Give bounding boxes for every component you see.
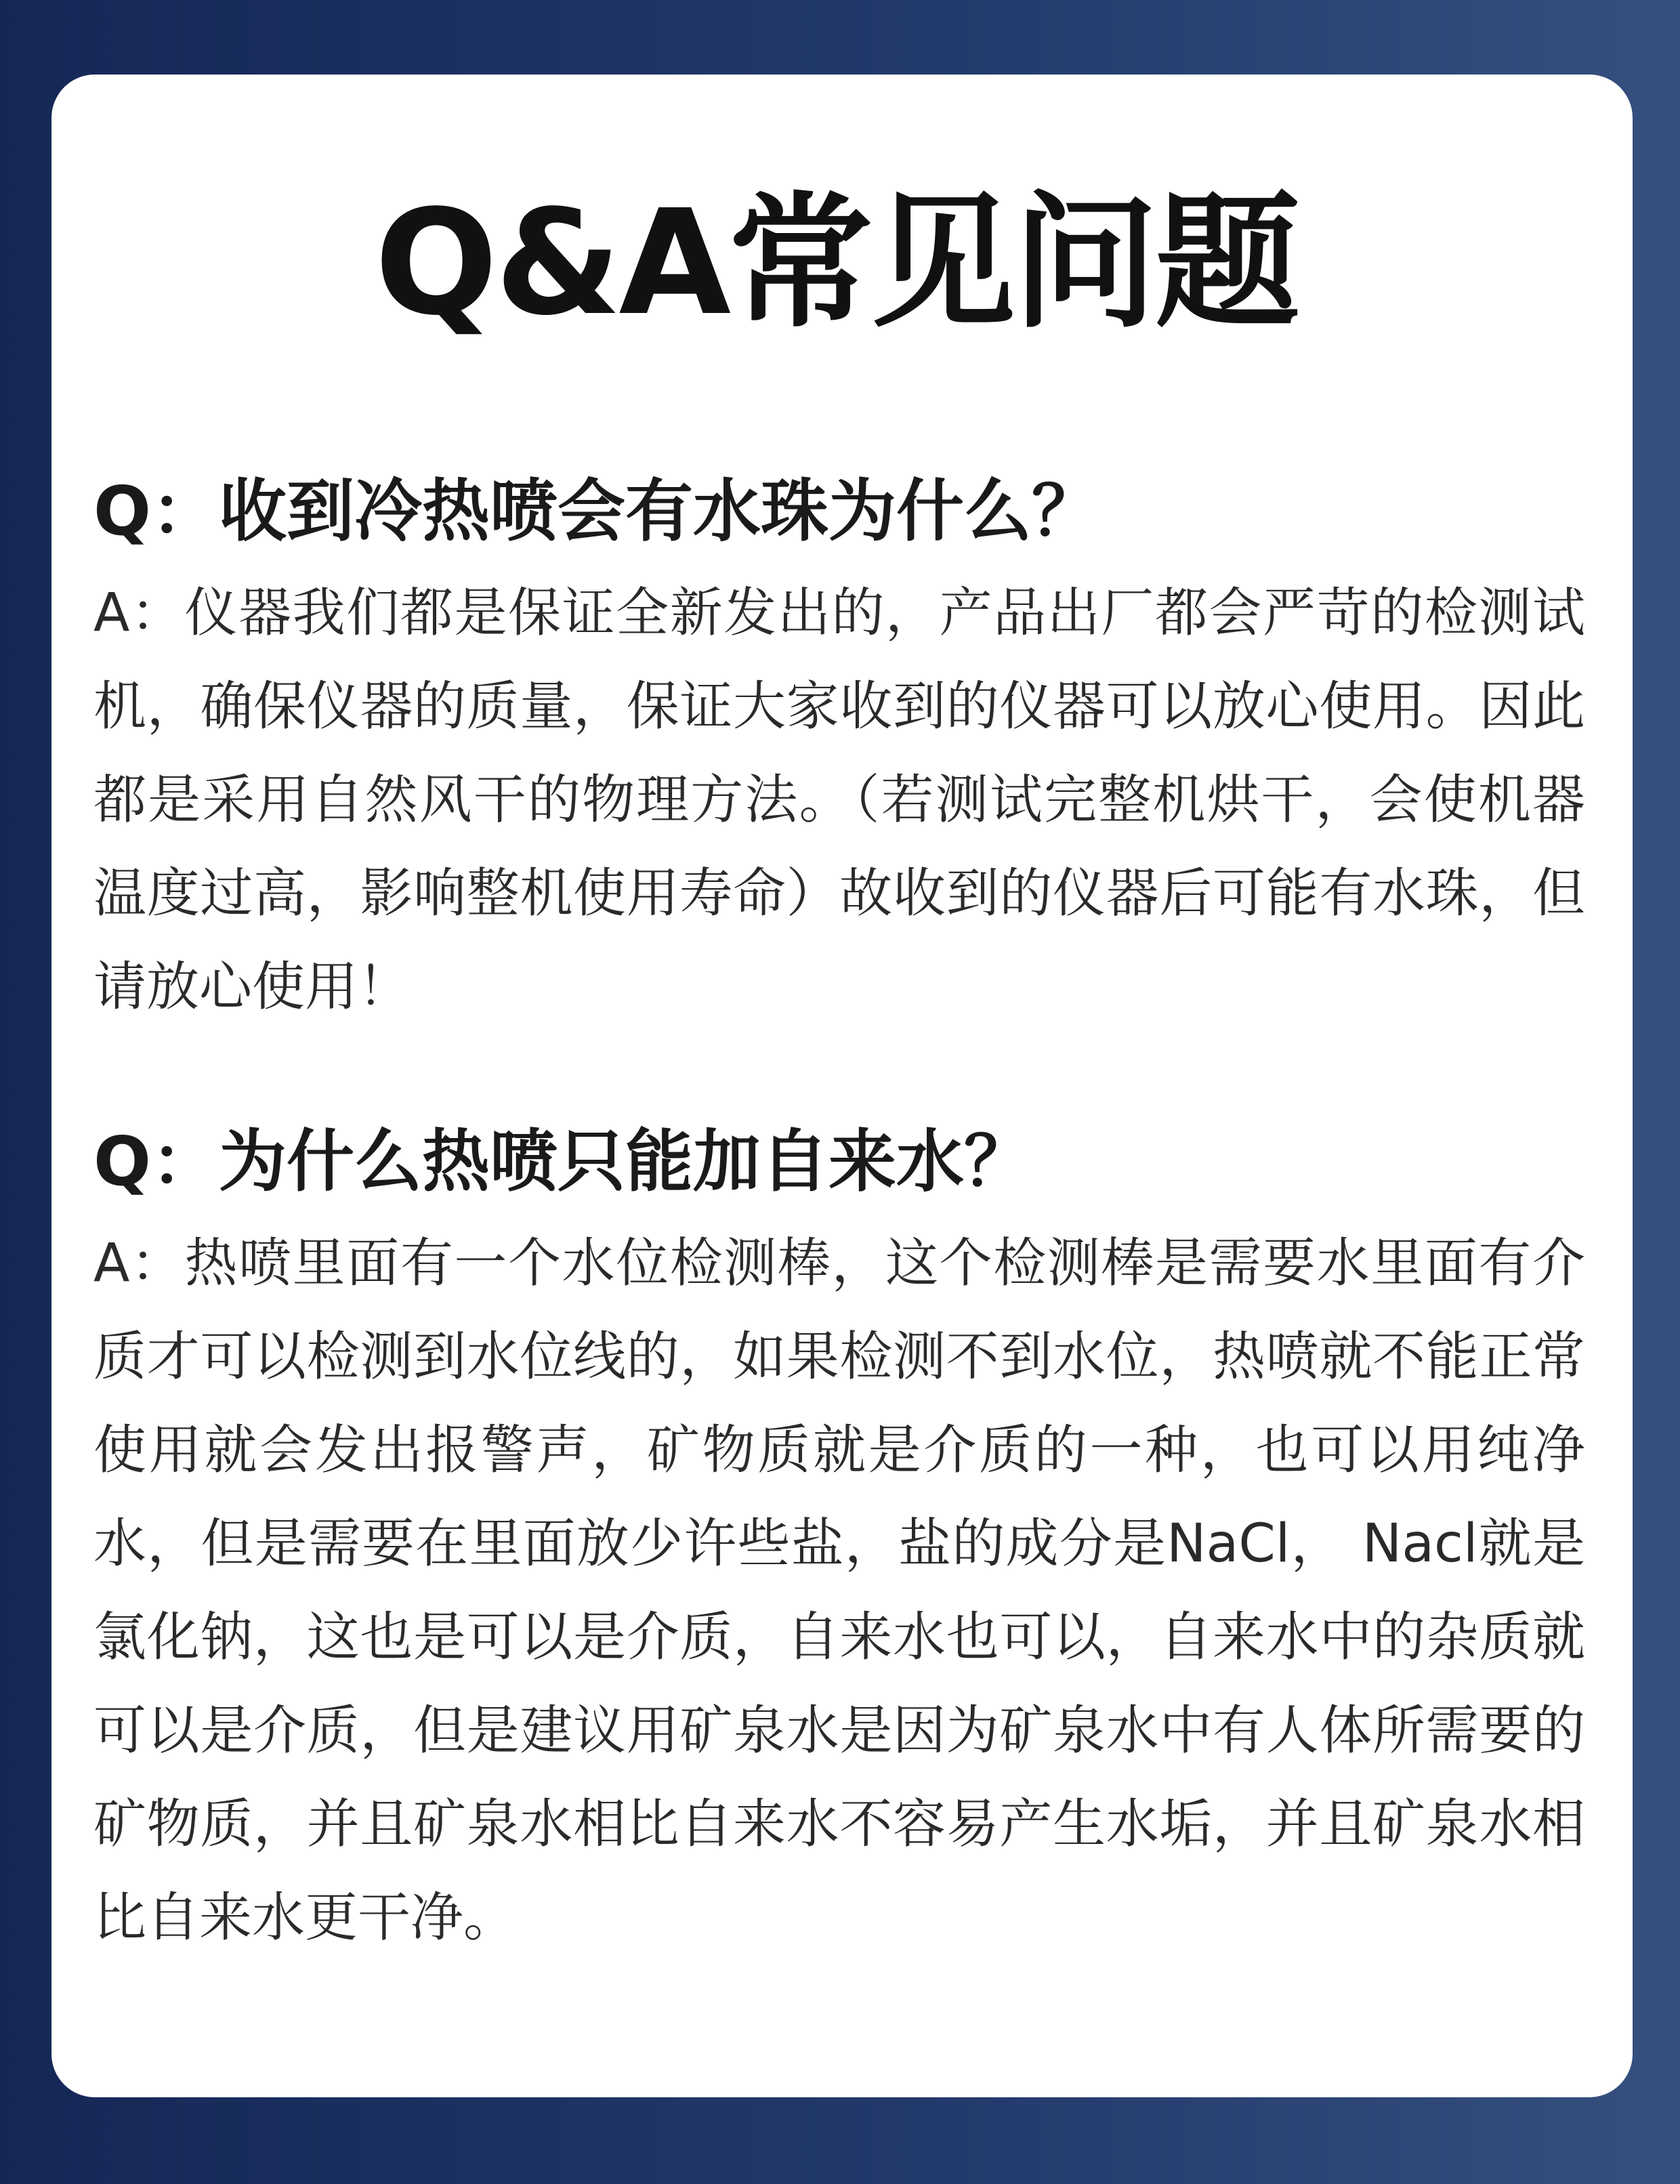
faq-answer: A：热喷里面有一个水位检测棒，这个检测棒是需要水里面有介质才可以检测到水位线的，如果检测不到水位，热喷就不能正常使用就会发出报警声，矿物质就是介质的一种，也可以用纯净水，但是需要在里面放少许些盐，盐的成分是NaCl， Nacl就是氯化钠，这也是可以是介质，自来水也可以，自来水中的杂质就可以是介质，但是建议用矿泉水是因为矿泉水中有人体所需要的矿物质，并且矿泉水相比自来水不容易产生水垢，并且矿泉水相比自来水更干净。 bbox=[93, 1233, 1585, 1948]
faq-question: Q：收到冷热喷会有水珠为什么？ bbox=[93, 471, 1100, 551]
faq-answer: A：仪器我们都是保证全新发出的，产品出厂都会严苛的检测试机，确保仪器的质量，保证大家收到的仪器可以放心使用。因此都是采用自然风干的物理方法。（若测试完整机烘干，会使机器温度过高，影响整机使用寿命）故收到的仪器后可能有水珠，但请放心使用！ bbox=[93, 583, 1585, 1017]
faq-card bbox=[51, 75, 1633, 2097]
faq-item-water-droplets bbox=[93, 467, 1585, 1034]
faq-item-tap-water bbox=[93, 1118, 1585, 1965]
faq-question: Q：为什么热喷只能加自来水？ bbox=[93, 1122, 1032, 1201]
page-title: Q&A常见问题 bbox=[374, 179, 1298, 348]
